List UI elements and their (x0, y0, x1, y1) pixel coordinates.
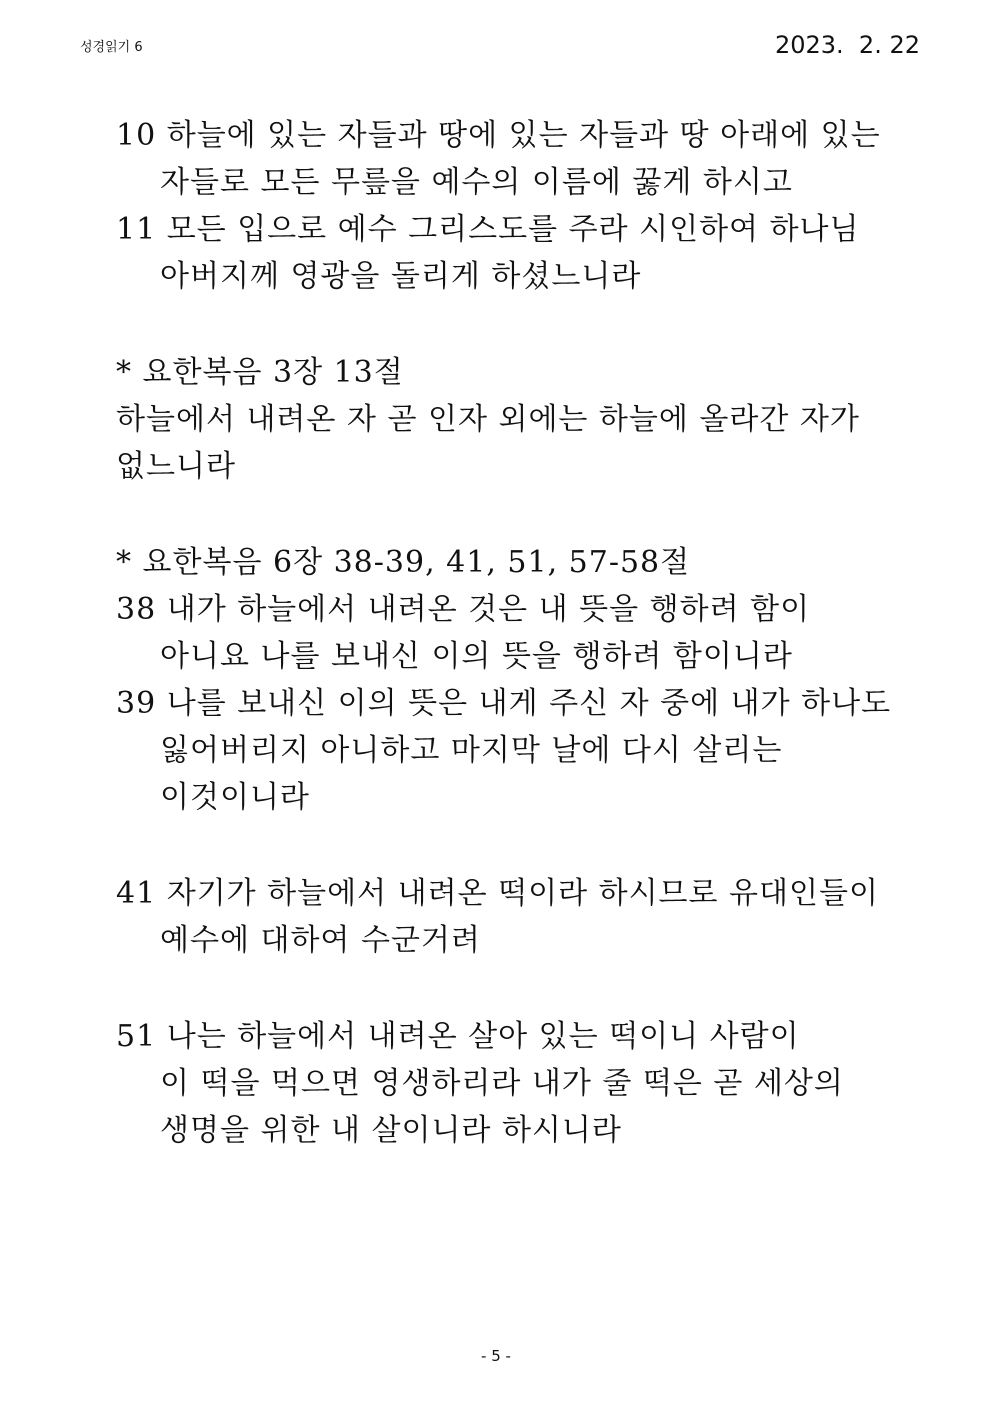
verse-continuation-line: 아버지께 영광을 돌리게 하셨느니라 (160, 259, 642, 294)
verse-continuation-line: 자들로 모든 무릎을 예수의 이름에 꿇게 하시고 (160, 165, 793, 200)
verse-continuation-line: 이것이니라 (160, 780, 310, 815)
verse-line: 11 모든 입으로 예수 그리스도를 주라 시인하여 하나님 (116, 212, 860, 247)
page-number: - 5 - (481, 1347, 511, 1365)
verse-continuation-line: 잃어버리지 아니하고 마지막 날에 다시 살리는 (160, 733, 783, 768)
verse-continuation-line: 아니요 나를 보내신 이의 뜻을 행하려 함이니라 (160, 639, 793, 674)
paragraph-gap (116, 821, 936, 870)
verse-continuation-line: 예수에 대하여 수군거려 (160, 923, 481, 958)
verse-line: 38 내가 하늘에서 내려온 것은 내 뜻을 행하려 함이 (116, 592, 811, 627)
verse-line: 41 자기가 하늘에서 내려온 떡이라 하시므로 유대인들이 (116, 876, 879, 911)
verse-continuation-line: 이 떡을 먹으면 영생하리라 내가 줄 떡은 곧 세상의 (160, 1066, 844, 1101)
verse-line: 10 하늘에 있는 자들과 땅에 있는 자들과 땅 아래에 있는 (116, 118, 881, 153)
verse-continuation-line: 생명을 위한 내 살이니라 하시니라 (160, 1113, 622, 1148)
verse-line: 없느니라 (116, 449, 236, 484)
verse-line: 하늘에서 내려온 자 곧 인자 외에는 하늘에 올라간 자가 (116, 402, 860, 437)
paragraph-gap (116, 490, 936, 539)
document-date: 2023. 2. 22 (774, 31, 920, 59)
verse-line: 51 나는 하늘에서 내려온 살아 있는 떡이니 사람이 (116, 1019, 800, 1054)
paragraph-gap (116, 964, 936, 1013)
section-heading: * 요한복음 6장 38-39, 41, 51, 57-58절 (116, 545, 691, 580)
scripture-text (116, 112, 936, 1154)
document-series-label: 성경읽기 6 (80, 40, 143, 55)
section-heading: * 요한복음 3장 13절 (116, 355, 404, 390)
verse-line: 39 나를 보내신 이의 뜻은 내게 주신 자 중에 내가 하나도 (116, 686, 892, 721)
paragraph-gap (116, 300, 936, 349)
